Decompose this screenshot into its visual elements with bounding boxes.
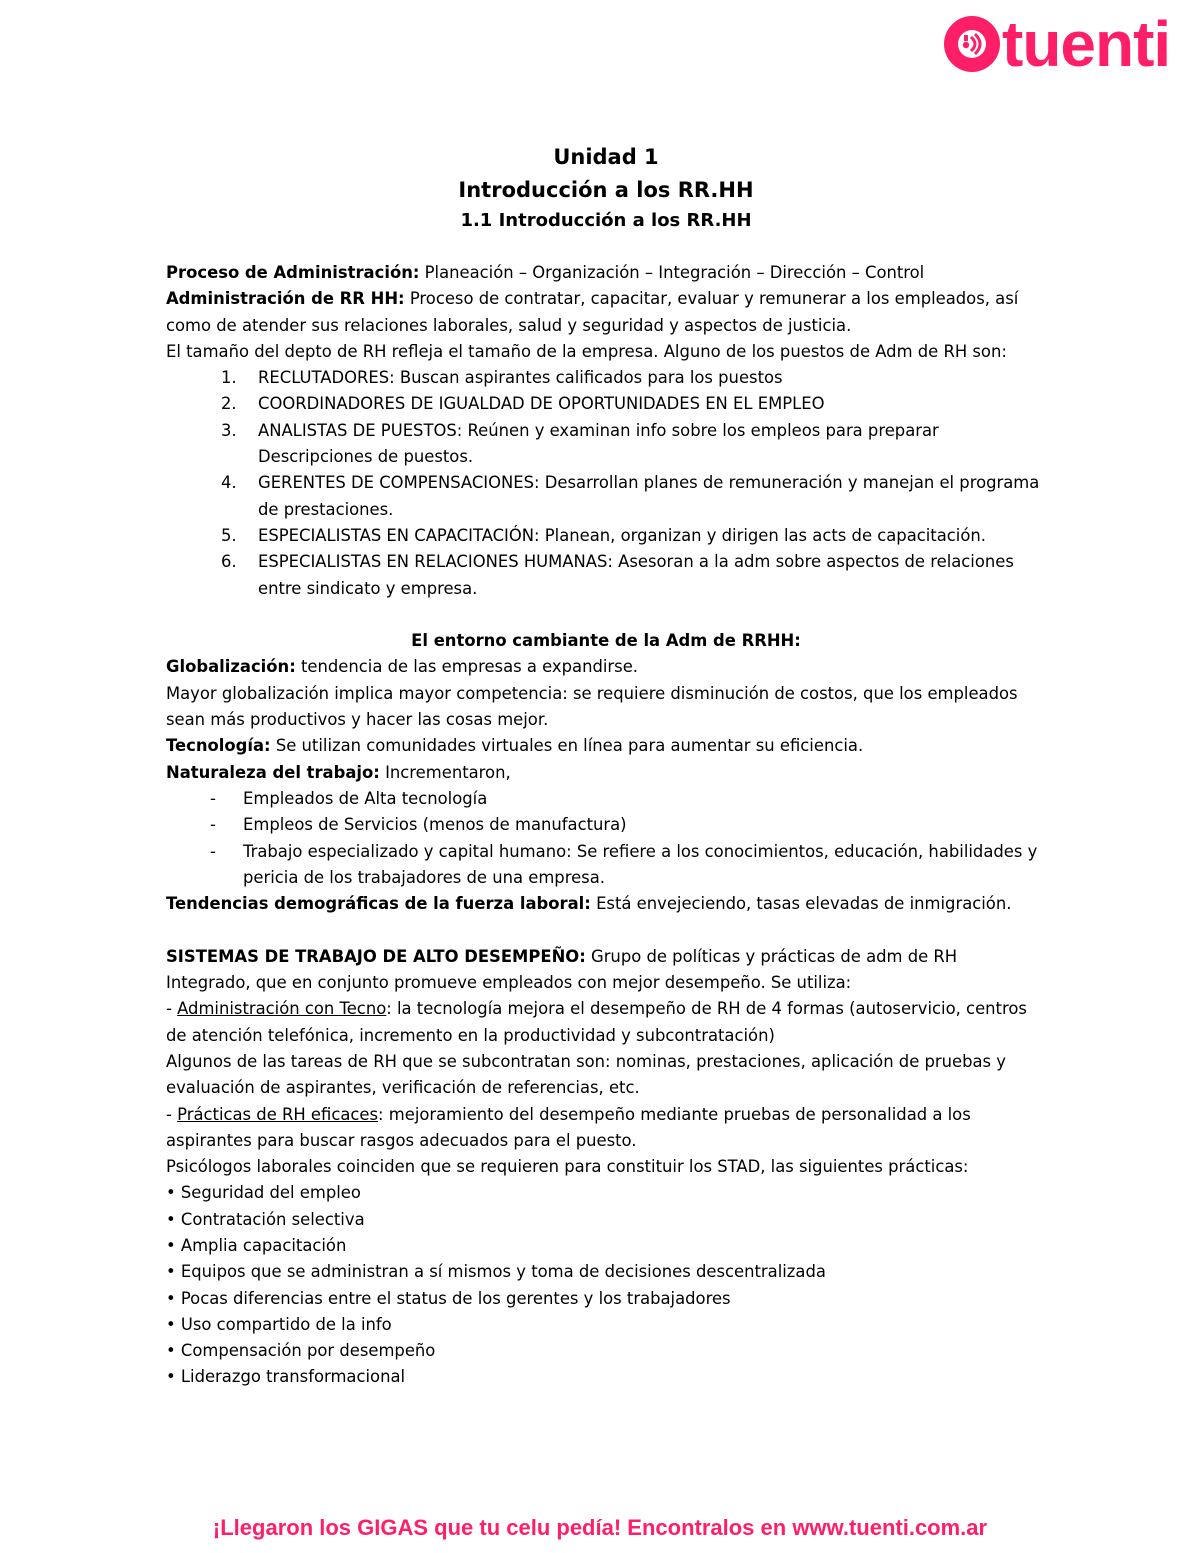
glob-more-paragraph: Mayor globalización implica mayor competencia: se requiere disminución de costos, que los empleados sean más productivos y hacer las cosas mejor.	[166, 683, 1018, 730]
list-item: - Empleados de Alta tecnología	[210, 788, 488, 808]
practicas-paragraph: - Prácticas de RH eficaces: mejoramiento del desempeño mediante pruebas de personalidad a los aspirantes para buscar rasgos adecuados para el puesto.	[166, 1104, 971, 1150]
entorno-heading: El entorno cambiante de la Adm de RRHH:	[411, 631, 801, 651]
list-item: 1. RECLUTADORES: Buscan aspirantes calificados para los puestos	[221, 368, 783, 388]
tuenti-logo	[944, 8, 1194, 80]
dem-paragraph: Tendencias demográficas de la fuerza laboral: Está envejeciendo, tasas elevadas de inmigración.	[166, 894, 1012, 914]
tecno-paragraph: - Administración con Tecno: la tecnología mejora el desempeño de RH de 4 formas (autoservicio, centros de atención telefónica, incremento en la productividad y subcontratación)	[166, 999, 1027, 1045]
list-item: • Pocas diferencias entre el status de los gerentes y los trabajadores	[166, 1288, 731, 1308]
subtitle: 1.1 Introducción a los RR.HH	[460, 210, 752, 231]
list-item: • Compensación por desempeño	[166, 1341, 436, 1361]
stad-practices-list	[166, 1180, 1046, 1390]
list-item: - Trabajo especializado y capital humano: Se refiere a los conocimientos, educación, habilidades y pericia de los trabajadores de una empresa.	[210, 841, 1038, 887]
list-item: - Empleos de Servicios (menos de manufactura)	[210, 815, 627, 835]
list-item: 6. ESPECIALISTAS EN RELACIONES HUMANAS: Asesoran a la adm sobre aspectos de relaciones entre sindicato y empresa.	[221, 552, 1014, 598]
list-item: • Seguridad del empleo	[166, 1183, 361, 1203]
list-item: • Equipos que se administran a sí mismos y toma de decisiones descentralizada	[166, 1262, 826, 1282]
main-title: Introducción a los RR.HH	[458, 178, 754, 202]
document-body	[166, 142, 1046, 1391]
proceso-paragraph: Proceso de Administración: Planeación – Organización – Integración – Dirección – Control	[166, 263, 925, 282]
size-paragraph: El tamaño del depto de RH refleja el tamaño de la empresa. Alguno de los puestos de Adm de RH son:	[166, 341, 1007, 361]
glob-paragraph: Globalización: tendencia de las empresas a expandirse.	[166, 657, 638, 677]
list-item: • Contratación selectiva	[166, 1209, 365, 1229]
list-item: • Amplia capacitación	[166, 1235, 347, 1255]
brand-name: tuenti	[1002, 8, 1171, 80]
list-item: • Liderazgo transformacional	[166, 1367, 406, 1387]
unit-title: Unidad 1	[553, 145, 659, 169]
tareas-paragraph: Algunos de las tareas de RH que se subcontratan son: nominas, prestaciones, aplicación de pruebas y evaluación de aspirantes, verificación de referencias, etc.	[166, 1051, 1007, 1098]
list-item: • Uso compartido de la info	[166, 1314, 392, 1334]
puestos-list	[166, 365, 1046, 602]
footer-ad: ¡Llegaron los GIGAS que tu celu pedía! Encontralos en www.tuenti.com.ar	[212, 1515, 988, 1540]
list-item: 5. ESPECIALISTAS EN CAPACITACIÓN: Planean, organizan y dirigen las acts de capacitación.	[221, 525, 986, 545]
nat-list	[166, 786, 1046, 891]
list-item: 4. GERENTES DE COMPENSACIONES: Desarrollan planes de remuneración y manejan el programa de prestaciones.	[221, 473, 1040, 519]
adm-paragraph: Administración de RR HH: Proceso de contratar, capacitar, evaluar y remunerar a los empleados, así como de atender sus relaciones laborales, salud y seguridad y aspectos de justicia.	[166, 289, 1019, 335]
nat-paragraph: Naturaleza del trabajo: Incrementaron,	[166, 762, 511, 782]
stad-paragraph: SISTEMAS DE TRABAJO DE ALTO DESEMPEÑO: Grupo de políticas y prácticas de adm de RH Integrado, que en conjunto promueve empleados con mejor desempeño. Se utiliza:	[166, 946, 958, 993]
list-item: 3. ANALISTAS DE PUESTOS: Reúnen y examinan info sobre los empleos para preparar Descripciones de puestos.	[221, 420, 939, 467]
list-item: 2. COORDINADORES DE IGUALDAD DE OPORTUNIDADES EN EL EMPLEO	[221, 394, 825, 414]
chat-bubble-icon	[944, 16, 1000, 72]
psico-paragraph: Psicólogos laborales coinciden que se requieren para constituir los STAD, las siguientes prácticas:	[166, 1157, 969, 1177]
tec-paragraph: Tecnología: Se utilizan comunidades virtuales en línea para aumentar su eficiencia.	[166, 736, 864, 756]
